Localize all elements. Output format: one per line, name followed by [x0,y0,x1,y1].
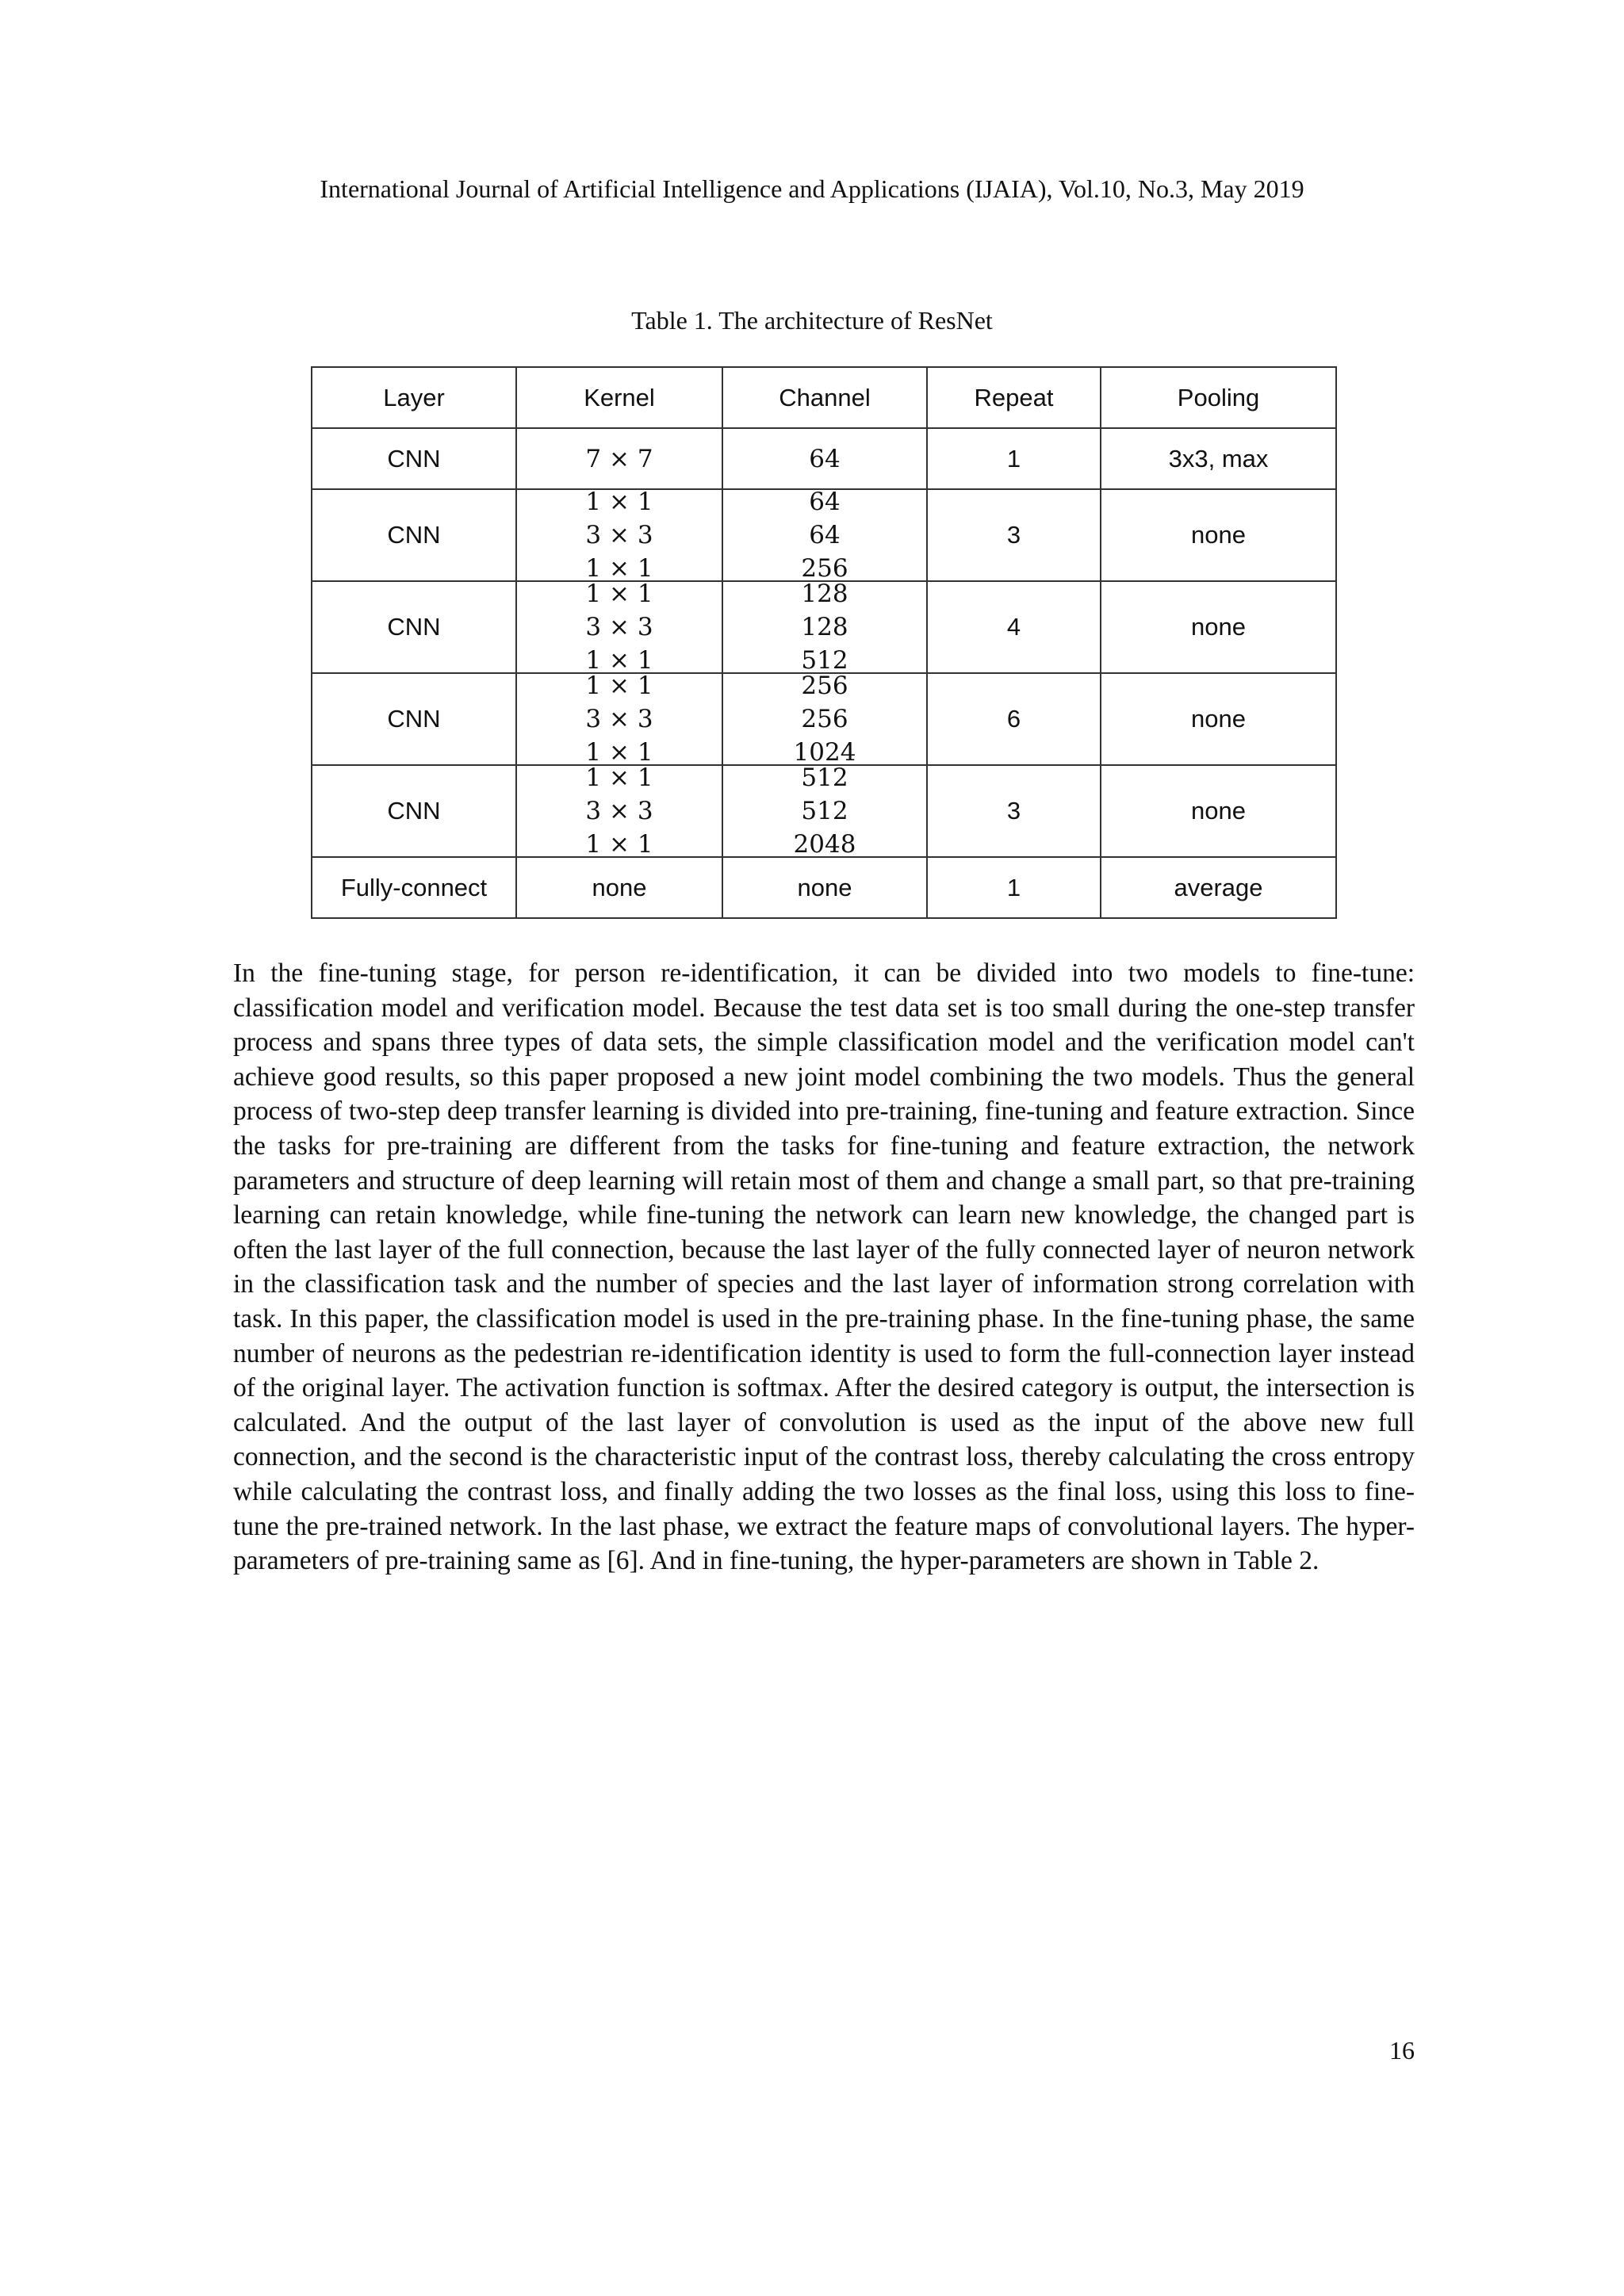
table-row [312,428,1336,489]
pooling-cell: average [1101,857,1336,918]
pooling-cell: none [1101,765,1336,857]
channel-cell [722,673,927,765]
kernel-cell [516,673,722,765]
kernel-value: 3 × 3 [585,613,653,641]
kernel-value: 1 × 1 [585,766,653,792]
column-header-kernel: Kernel [516,367,722,428]
table-caption: Table 1. The architecture of ResNet [631,306,993,335]
channel-cell [722,581,927,673]
column-header-channel: Channel [722,367,927,428]
pooling-cell: 3x3, max [1101,428,1336,489]
table-row [312,765,1336,857]
column-header-layer: Layer [312,367,516,428]
kernel-cell [516,489,722,581]
pooling-cell: none [1101,489,1336,581]
table-row [312,581,1336,673]
layer-cell: CNN [312,489,516,581]
architecture-table [311,366,1337,919]
channel-value: 64 [809,521,841,549]
channel-value: 64 [809,490,841,516]
repeat-cell: 3 [927,489,1101,581]
kernel-value: 3 × 3 [585,797,653,825]
pooling-cell: none [1101,673,1336,765]
column-header-repeat: Repeat [927,367,1101,428]
channel-value: 128 [801,582,848,608]
kernel-cell [516,581,722,673]
channel-cell: none [722,857,927,918]
channel-cell [722,489,927,581]
kernel-value: 1 × 1 [585,490,653,516]
page-number: 16 [1389,2036,1415,2064]
kernel-value: 1 × 1 [585,674,653,700]
table-header-row [312,367,1336,428]
repeat-cell: 4 [927,581,1101,673]
layer-cell: CNN [312,428,516,489]
column-header-pooling: Pooling [1101,367,1336,428]
kernel-value: 1 × 1 [585,582,653,608]
pooling-cell: none [1101,581,1336,673]
repeat-cell: 6 [927,673,1101,765]
channel-value: 2048 [793,830,856,856]
channel-value: 1024 [793,738,856,764]
channel-value: 512 [801,766,848,792]
layer-cell: CNN [312,581,516,673]
channel-value: 512 [801,797,848,825]
repeat-cell: 1 [927,857,1101,918]
channel-value: 512 [801,646,848,672]
kernel-value: 1 × 1 [585,738,653,764]
channel-cell [722,765,927,857]
channel-cell: 64 [722,428,927,489]
table-row [312,489,1336,581]
channel-value: 128 [801,613,848,641]
kernel-value: 1 × 1 [585,554,653,580]
layer-cell: CNN [312,673,516,765]
kernel-cell [516,765,722,857]
kernel-value: 3 × 3 [585,705,653,733]
kernel-value: 1 × 1 [585,646,653,672]
kernel-value: 1 × 1 [585,830,653,856]
running-header: International Journal of Artificial Intelligence and Applications (IJAIA), Vol.10, No.3, May 2019 [320,174,1304,203]
kernel-cell: none [516,857,722,918]
layer-cell: CNN [312,765,516,857]
channel-value: 256 [801,705,848,733]
kernel-cell: 7 × 7 [516,428,722,489]
channel-value: 256 [801,674,848,700]
layer-cell: Fully-connect [312,857,516,918]
body-paragraph: In the fine-tuning stage, for person re-identification, it can be divided into two models to fine-tune: classification model and verification model. Because the test data set is too small during the one-step transfer process and spans three types of data sets, the simple classification model and the verification model can't achieve good results, so this paper proposed a new joint model combining the two models. Thus the general process of two-step deep transfer learning is divided into pre-training, fine-tuning and feature extraction. Since the tasks for pre-training are different from the tasks for fine-tuning and feature extraction, the network parameters and structure of deep learning will retain most of them and change a small part, so that pre-training learning can retain knowledge, while fine-tuning the network can learn new knowledge, the changed part is often the last layer of the full connection, because the last layer of the fully connected layer of neuron network in the classification task and the number of species and the last layer of information strong correlation with task. In this paper, the classification model is used in the pre-training phase. In the fine-tuning phase, the same number of neurons as the pedestrian re-identification identity is used to form the full-connection layer instead of the original layer. The activation function is softmax. After the desired category is output, the intersection is calculated. And the output of the last layer of convolution is used as the input of the above new full connection, and the second is the characteristic input of the contrast loss, thereby calculating the cross entropy while calculating the contrast loss, and finally adding the two losses as the final loss, using this loss to fine-tune the pre-trained network. In the last phase, we extract the feature maps of convolutional layers. The hyper-parameters of pre-training same as [6]. And in fine-tuning, the hyper-parameters are shown in Table 2. [233,959,1415,1576]
repeat-cell: 3 [927,765,1101,857]
table-row [312,857,1336,918]
table-row [312,673,1336,765]
kernel-value: 3 × 3 [585,521,653,549]
channel-value: 256 [801,554,848,580]
repeat-cell: 1 [927,428,1101,489]
